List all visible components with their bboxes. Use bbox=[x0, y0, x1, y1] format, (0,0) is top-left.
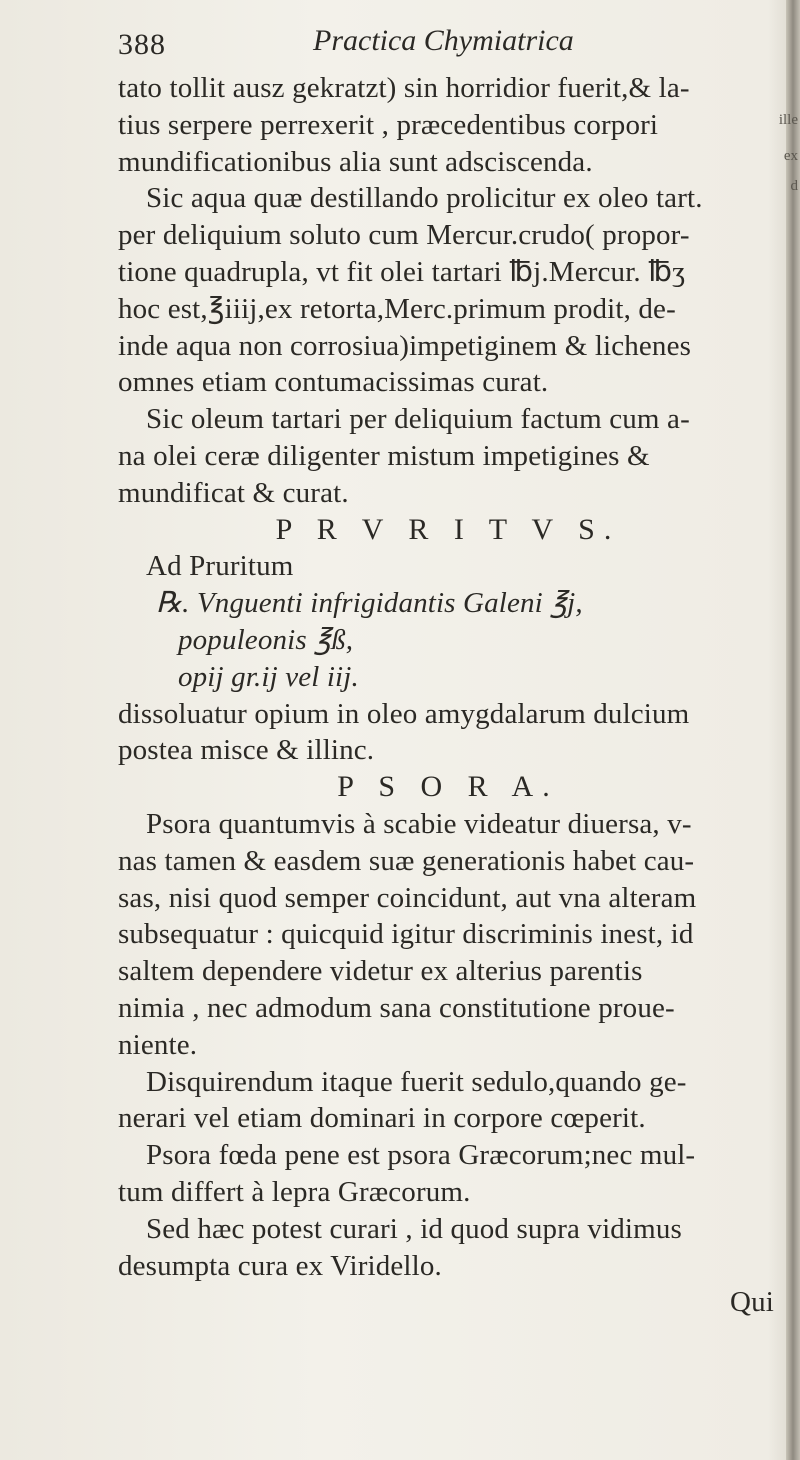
text-line: sas, nisi quod semper coincidunt, aut vna alteram bbox=[118, 881, 697, 914]
text-line: Sic oleum tartari per deliquium factum cum a- bbox=[146, 403, 690, 436]
text-line: tum differt à lepra Græcorum. bbox=[118, 1175, 471, 1208]
text-line: subsequatur : quicquid igitur discriminis inest, id bbox=[118, 918, 694, 951]
text-line: na olei ceræ diligenter mistum impetigines & bbox=[118, 439, 650, 472]
text-line: mundificationibus alia sunt adsciscenda. bbox=[118, 145, 593, 178]
text-line: niente. bbox=[118, 1028, 198, 1061]
text-line: inde aqua non corrosiua)impetiginem & lichenes bbox=[118, 329, 692, 362]
text-line: Disquirendum itaque fuerit sedulo,quando ge- bbox=[146, 1065, 687, 1098]
margin-fragment: d bbox=[790, 178, 798, 194]
text-line: Psora quantumvis à scabie videatur diuersa, v- bbox=[146, 807, 692, 840]
text-line: desumpta cura ex Viridello. bbox=[118, 1249, 442, 1282]
text-line: tione quadrupla, vt fit olei tartari ℔j.Mercur. ℔ʒ bbox=[118, 255, 686, 288]
page-header bbox=[118, 14, 758, 62]
text-line: Sic aqua quæ destillando prolicitur ex oleo tart. bbox=[146, 182, 703, 215]
text-line: saltem dependere videtur ex alterius parentis bbox=[118, 955, 643, 988]
text-line: opij gr.ij vel iij. bbox=[178, 660, 359, 693]
text-line: tato tollit ausz gekratzt) sin horridior fuerit,& la- bbox=[118, 72, 690, 104]
text-line: Psora fœda pene est psora Græcorum;nec mul- bbox=[146, 1139, 696, 1172]
text-line: tius serpere perrexerit , præcedentibus corpori bbox=[118, 108, 659, 141]
text-line: nas tamen & easdem suæ generationis habet cau- bbox=[118, 844, 695, 877]
text-line: Ad Pruritum bbox=[146, 550, 294, 583]
text-line: dissoluatur opium in oleo amygdalarum dulcium bbox=[118, 697, 690, 730]
section-heading: P R V R I T V S. bbox=[275, 512, 621, 546]
page-number: 388 bbox=[118, 28, 166, 61]
text-line: Sed hæc potest curari , id quod supra vidimus bbox=[146, 1212, 682, 1245]
section-heading: P S O R A. bbox=[337, 770, 559, 804]
catchword: Qui bbox=[730, 1286, 774, 1319]
facing-page-edge bbox=[778, 0, 800, 1460]
running-title: Practica Chymiatrica bbox=[313, 24, 574, 57]
text-line: omnes etiam contumacissimas curat. bbox=[118, 366, 549, 399]
text-line: postea misce & illinc. bbox=[118, 734, 375, 767]
text-line: nerari vel etiam dominari in corpore cœperit. bbox=[118, 1102, 646, 1135]
margin-fragment: ille bbox=[778, 112, 798, 128]
text-line: mundificat & curat. bbox=[118, 476, 349, 509]
text-line: nimia , nec admodum sana constitutione proue- bbox=[118, 991, 675, 1024]
text-line: per deliquium soluto cum Mercur.crudo( propor- bbox=[118, 219, 690, 252]
text-line: ℞. Vnguenti infrigidantis Galeni ℥j, bbox=[156, 587, 583, 620]
text-line: populeonis ℥ß, bbox=[178, 623, 354, 656]
margin-fragment: ex bbox=[783, 148, 798, 164]
text-block bbox=[118, 70, 778, 1321]
text-line: hoc est,℥iiij,ex retorta,Merc.primum prodit, de- bbox=[118, 292, 676, 325]
